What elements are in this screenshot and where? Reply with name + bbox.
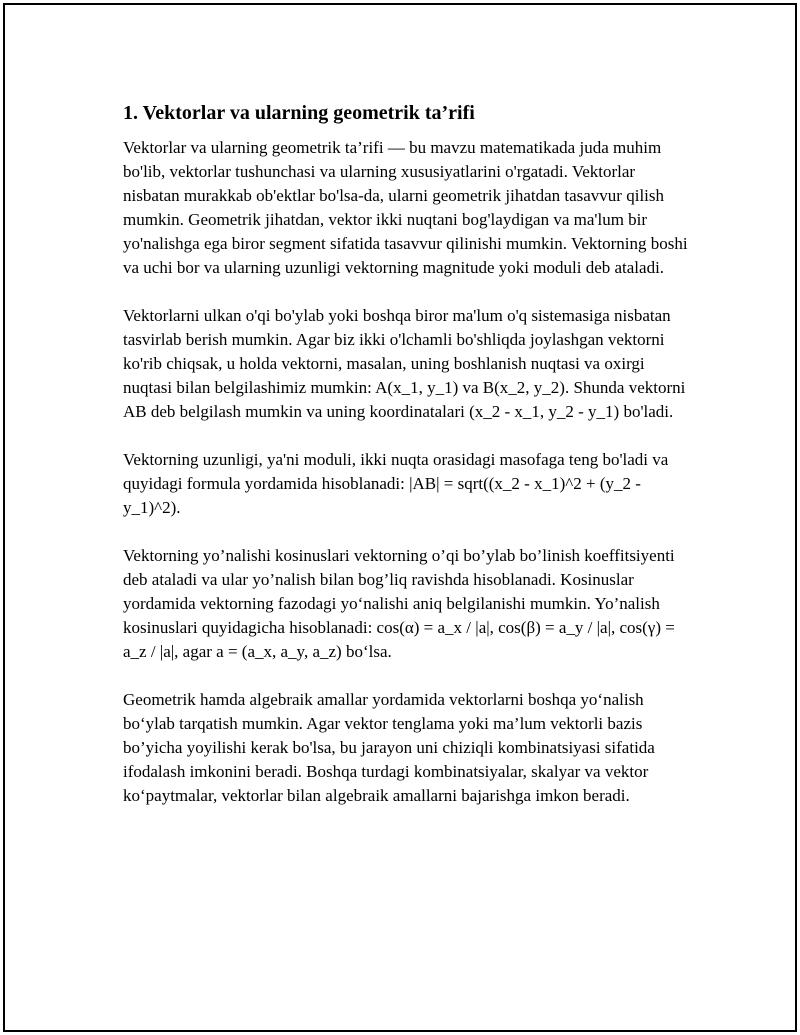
page-frame bbox=[3, 3, 797, 1032]
paragraph-3: Vektorning uzunligi, ya'ni moduli, ikki nuqta orasidagi masofaga teng bo'ladi va quyidagi formula yordamida hisoblanadi: |AB| = sqrt((x_2 - x_1)^2 + (y_2 - y_1)^2). bbox=[123, 450, 669, 517]
document-body bbox=[123, 101, 693, 832]
section-heading: 1. Vektorlar va ularning geometrik ta’rifi bbox=[123, 102, 475, 124]
paragraph-5: Geometrik hamda algebraik amallar yordamida vektorlarni boshqa yo‘nalish bo‘ylab tarqatish mumkin. Agar vektor tenglama yoki ma’lum vektorli bazis bo’yicha yoyilishi kerak bo'lsa, bu jarayon uni chiziqli kombinatsiyasi sifatida ifodalash imkonini beradi. Boshqa turdagi kombinatsiyalar, skalyar va vektor ko‘paytmalar, vektorlar bilan algebraik amallarni bajarishga imkon beradi. bbox=[123, 690, 655, 805]
paragraph-4: Vektorning yo’nalishi kosinuslari vektorning o’qi bo’ylab bo’linish koeffitsiyenti deb ataladi va ular yo’nalish bilan bog’liq ravishda hisoblanadi. Kosinuslar yordamida vektorning fazodagi yo‘nalishi aniq belgilanishi mumkin. Yo’nalish kosinuslari quyidagicha hisoblanadi: cos(α) = a_x / |a|, cos(β) = a_y / |a|, cos(γ) = a_z / |a|, agar a = (a_x, a_y, a_z) bo‘lsa. bbox=[123, 546, 675, 661]
paragraph-1: Vektorlar va ularning geometrik ta’rifi — bu mavzu matematikada juda muhim bo'lib, vektorlar tushunchasi va ularning xususiyatlarini o'rgatadi. Vektorlar nisbatan murakkab ob'ektlar bo'lsa-da, ularni geometrik jihatdan tasavvur qilish mumkin. Geometrik jihatdan, vektor ikki nuqtani bog'laydigan va ma'lum bir yo'nalishga ega biror segment sifatida tasavvur qilinishi mumkin. Vektorning boshi va uchi bor va ularning uzunligi vektorning magnitude yoki moduli deb ataladi. bbox=[123, 138, 688, 277]
paragraph-2: Vektorlarni ulkan o'qi bo'ylab yoki boshqa biror ma'lum o'q sistemasiga nisbatan tasvirlab berish mumkin. Agar biz ikki o'lchamli bo'shliqda joylashgan vektorni ko'rib chiqsak, u holda vektorni, masalan, uning boshlanish nuqtasi va oxirgi nuqtasi bilan belgilashimiz mumkin: A(x_1, y_1) va B(x_2, y_2). Shunda vektorni AB deb belgilash mumkin va uning koordinatalari (x_2 - x_1, y_2 - y_1) bo'ladi. bbox=[123, 306, 686, 421]
